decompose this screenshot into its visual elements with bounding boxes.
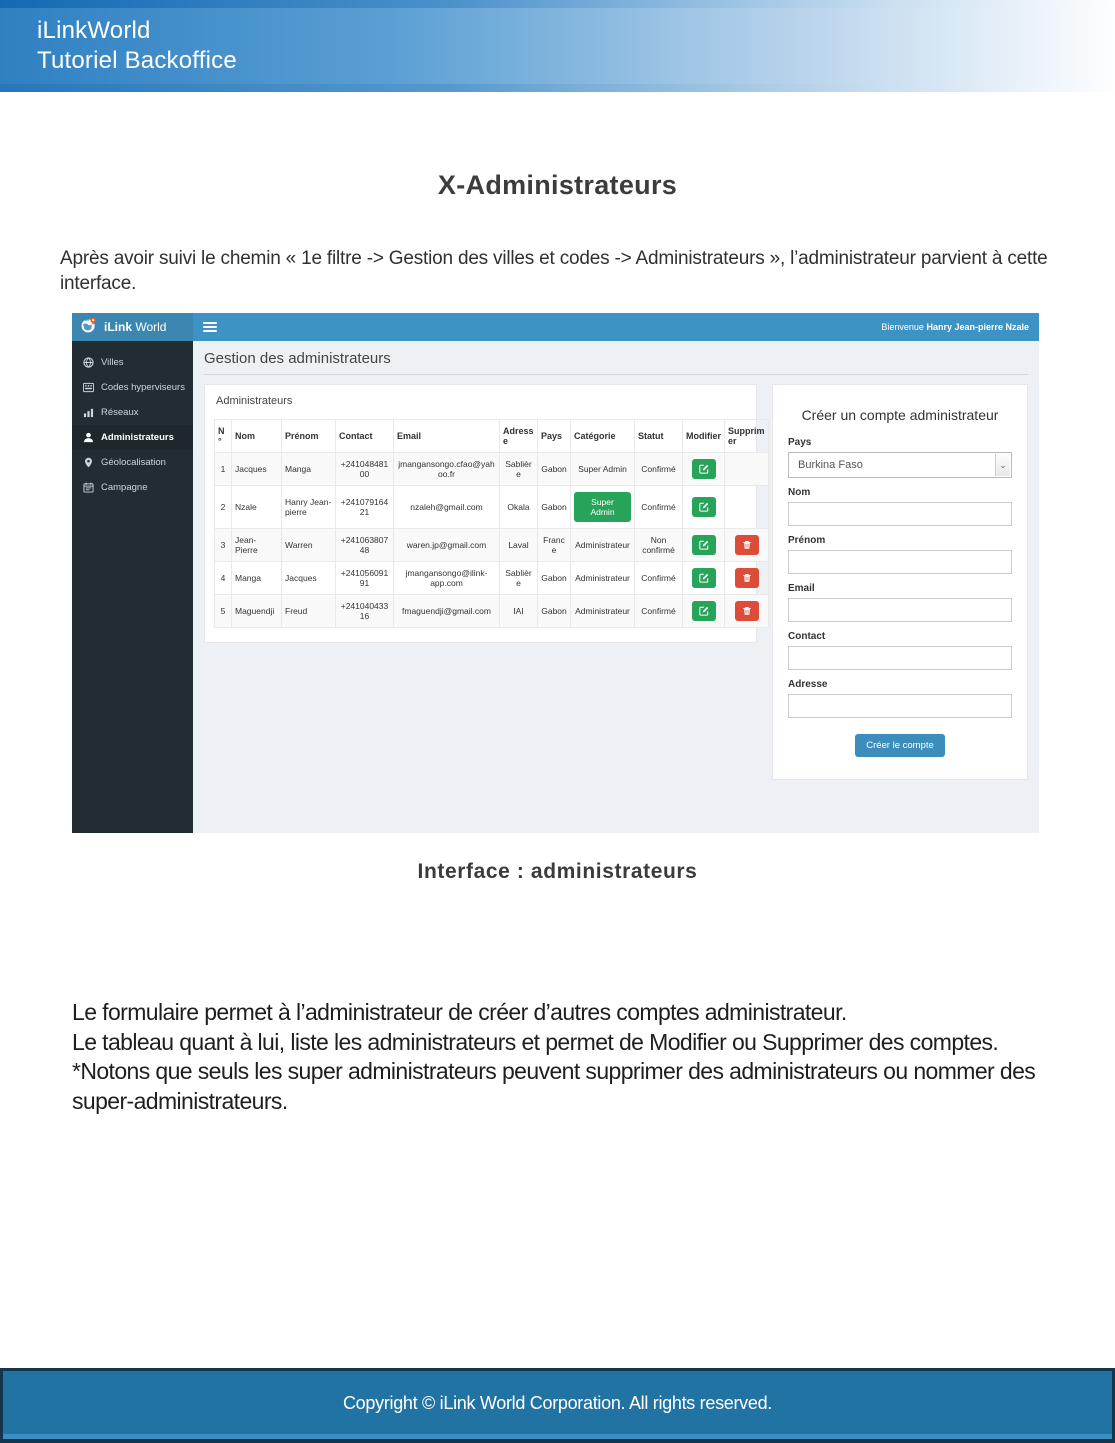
cell-contact: +24104848100 (336, 453, 394, 486)
cell-prenom: Manga (282, 453, 336, 486)
cell-num: 1 (215, 453, 232, 486)
app-navbar (72, 313, 1039, 341)
sidebar-item-label: Réseaux (101, 407, 139, 418)
bar-chart-icon (83, 407, 94, 418)
hamburger-icon[interactable] (203, 322, 217, 332)
cell-statut: Confirmé (635, 562, 683, 595)
cell-categorie: Super Admin (571, 453, 635, 486)
cell-email: jmangansongo.cfao@yahoo.fr (394, 453, 500, 486)
cell-pays: France (538, 529, 571, 562)
field-label-adresse: Adresse (788, 679, 828, 690)
sidebar-item-codes-hyperviseurs[interactable] (72, 375, 193, 400)
cell-num: 5 (215, 595, 232, 628)
cell-num: 3 (215, 529, 232, 562)
delete-button[interactable] (735, 568, 759, 588)
cell-categorie (571, 486, 635, 529)
cell-supprimer (725, 529, 769, 562)
cell-nom: Nzale (232, 486, 282, 529)
cell-adresse: IAI (500, 595, 538, 628)
edit-button[interactable] (692, 601, 716, 621)
page-title: X-Administrateurs (437, 170, 678, 200)
cell-num: 2 (215, 486, 232, 529)
keypad-icon (83, 382, 94, 393)
column-header: Email (394, 420, 500, 453)
cell-pays: Gabon (538, 562, 571, 595)
cell-email: fmaguendji@gmail.com (394, 595, 500, 628)
sidebar-item-label: Villes (101, 357, 124, 368)
globe-icon (83, 357, 94, 368)
table-row (215, 529, 769, 562)
cell-statut: Confirmé (635, 595, 683, 628)
cell-prenom: Hanry Jean-pierre (282, 486, 336, 529)
column-header: Contact (336, 420, 394, 453)
sidebar-item-administrateurs[interactable] (72, 425, 193, 450)
contact-field[interactable] (788, 646, 1012, 670)
welcome-text: Bienvenue Hanry Jean-pierre Nzale (881, 322, 1029, 332)
column-header: N° (215, 420, 232, 453)
calendar-icon (83, 482, 94, 493)
adresse-field[interactable] (788, 694, 1012, 718)
cell-supprimer (725, 486, 769, 529)
content-heading: Gestion des administrateurs (204, 350, 1028, 375)
email-field[interactable] (788, 598, 1012, 622)
chevron-down-icon: ⌄ (995, 454, 1010, 476)
cell-statut: Confirmé (635, 486, 683, 529)
cell-modifier (683, 453, 725, 486)
app-navbar-rest (193, 313, 1039, 341)
sidebar-item-label: Géolocalisation (101, 457, 166, 468)
field-label-nom: Nom (788, 487, 811, 498)
administrators-panel (204, 384, 765, 643)
cell-categorie: Administrateur (571, 529, 635, 562)
field-label-contact: Contact (788, 631, 826, 642)
cell-prenom: Warren (282, 529, 336, 562)
administrators-table (214, 419, 769, 628)
cell-contact: +24104043316 (336, 595, 394, 628)
cell-contact: +24106380748 (336, 529, 394, 562)
app-main-content (193, 341, 1039, 833)
sidebar-item-label: Campagne (101, 482, 148, 493)
cell-adresse: Okala (500, 486, 538, 529)
form-title: Créer un compte administrateur (801, 407, 999, 423)
screenshot-caption: Interface : administrateurs (417, 860, 698, 883)
cell-statut: Non confirmé (635, 529, 683, 562)
cell-modifier (683, 562, 725, 595)
sidebar-item-villes[interactable] (72, 350, 193, 375)
body-text (72, 998, 1057, 1116)
cell-modifier (683, 486, 725, 529)
pays-selected-value: Burkina Faso (798, 459, 863, 471)
body-line: *Notons que seuls les super administrateurs peuvent supprimer des administrateurs ou nommer des super-administrateurs. (72, 1058, 1036, 1114)
delete-button[interactable] (735, 601, 759, 621)
pays-select[interactable] (788, 452, 1012, 478)
cell-categorie: Administrateur (571, 595, 635, 628)
sidebar-item-campagne[interactable] (72, 475, 193, 500)
cell-nom: Maguendji (232, 595, 282, 628)
app-logo[interactable] (72, 313, 193, 341)
sidebar-item-r-seaux[interactable] (72, 400, 193, 425)
table-row (215, 453, 769, 486)
cell-prenom: Freud (282, 595, 336, 628)
sidebar-item-label: Codes hyperviseurs (101, 382, 185, 393)
subtitle-line: Tutoriel Backoffice (37, 47, 237, 74)
cell-supprimer (725, 595, 769, 628)
delete-button[interactable] (735, 535, 759, 555)
field-label-pr-nom: Prénom (788, 535, 826, 546)
table-row (215, 595, 769, 628)
sidebar-item-label: Administrateurs (101, 432, 174, 443)
cell-statut: Confirmé (635, 453, 683, 486)
create-account-button[interactable]: Créer le compte (855, 734, 945, 757)
copyright-text: Copyright © iLink World Corporation. All rights reserved. (342, 1393, 773, 1413)
app-screenshot (72, 313, 1039, 833)
cell-nom: Manga (232, 562, 282, 595)
edit-button[interactable] (692, 535, 716, 555)
cell-pays: Gabon (538, 595, 571, 628)
column-header: Statut (635, 420, 683, 453)
cell-adresse: Sablière (500, 562, 538, 595)
cell-contact: +24105609191 (336, 562, 394, 595)
column-header: Supprimer (725, 420, 769, 453)
cell-modifier (683, 595, 725, 628)
cell-nom: Jean-Pierre (232, 529, 282, 562)
edit-button[interactable] (692, 497, 716, 517)
cell-email: nzaleh@gmail.com (394, 486, 500, 529)
cell-num: 4 (215, 562, 232, 595)
column-header: Modifier (683, 420, 725, 453)
map-marker-icon (83, 457, 94, 468)
body-line: Le formulaire permet à l’administrateur de créer d’autres comptes administrateur. (72, 999, 847, 1025)
table-row (215, 486, 769, 529)
cell-pays: Gabon (538, 486, 571, 529)
column-header: Prénom (282, 420, 336, 453)
sidebar-item-g-olocalisation[interactable] (72, 450, 193, 475)
edit-button[interactable] (692, 459, 716, 479)
column-header: Pays (538, 420, 571, 453)
column-header: Adresse (500, 420, 538, 453)
cell-pays: Gabon (538, 453, 571, 486)
column-header: Catégorie (571, 420, 635, 453)
cell-email: jmangansongo@ilink-app.com (394, 562, 500, 595)
cell-adresse: Laval (500, 529, 538, 562)
create-admin-form (772, 384, 1028, 780)
globe-pin-icon (80, 316, 98, 339)
app-sidebar (72, 341, 193, 833)
pr-nom-field[interactable] (788, 550, 1012, 574)
brand-line: iLinkWorld (37, 17, 151, 44)
nom-field[interactable] (788, 502, 1012, 526)
edit-button[interactable] (692, 568, 716, 588)
document-footer (0, 1368, 1115, 1443)
field-label-pays: Pays (788, 437, 812, 448)
cell-contact: +24107916421 (336, 486, 394, 529)
body-line: Le tableau quant à lui, liste les administrateurs et permet de Modifier ou Supprimer des comptes. (72, 1028, 999, 1055)
document-header-banner (0, 0, 1115, 92)
cell-supprimer (725, 562, 769, 595)
cell-adresse: Sablière (500, 453, 538, 486)
administrators-panel-title: Administrateurs (216, 395, 293, 407)
document-header-text (37, 16, 237, 76)
cell-nom: Jacques (232, 453, 282, 486)
user-icon (83, 432, 94, 443)
super-admin-badge[interactable]: Super Admin (574, 492, 631, 522)
cell-email: waren.jp@gmail.com (394, 529, 500, 562)
field-label-email: Email (788, 583, 815, 594)
cell-modifier (683, 529, 725, 562)
table-row (215, 562, 769, 595)
cell-categorie: Administrateur (571, 562, 635, 595)
welcome-user-name: Hanry Jean-pierre Nzale (926, 322, 1029, 332)
app-brand-name: iLink World (104, 320, 167, 334)
cell-prenom: Jacques (282, 562, 336, 595)
app-body (72, 341, 1039, 833)
cell-supprimer (725, 453, 769, 486)
column-header: Nom (232, 420, 282, 453)
intro-paragraph: Après avoir suivi le chemin « 1e filtre -> Gestion des villes et codes -> Administrateurs », l’administrateur parvient à cette interface. (60, 248, 1048, 294)
